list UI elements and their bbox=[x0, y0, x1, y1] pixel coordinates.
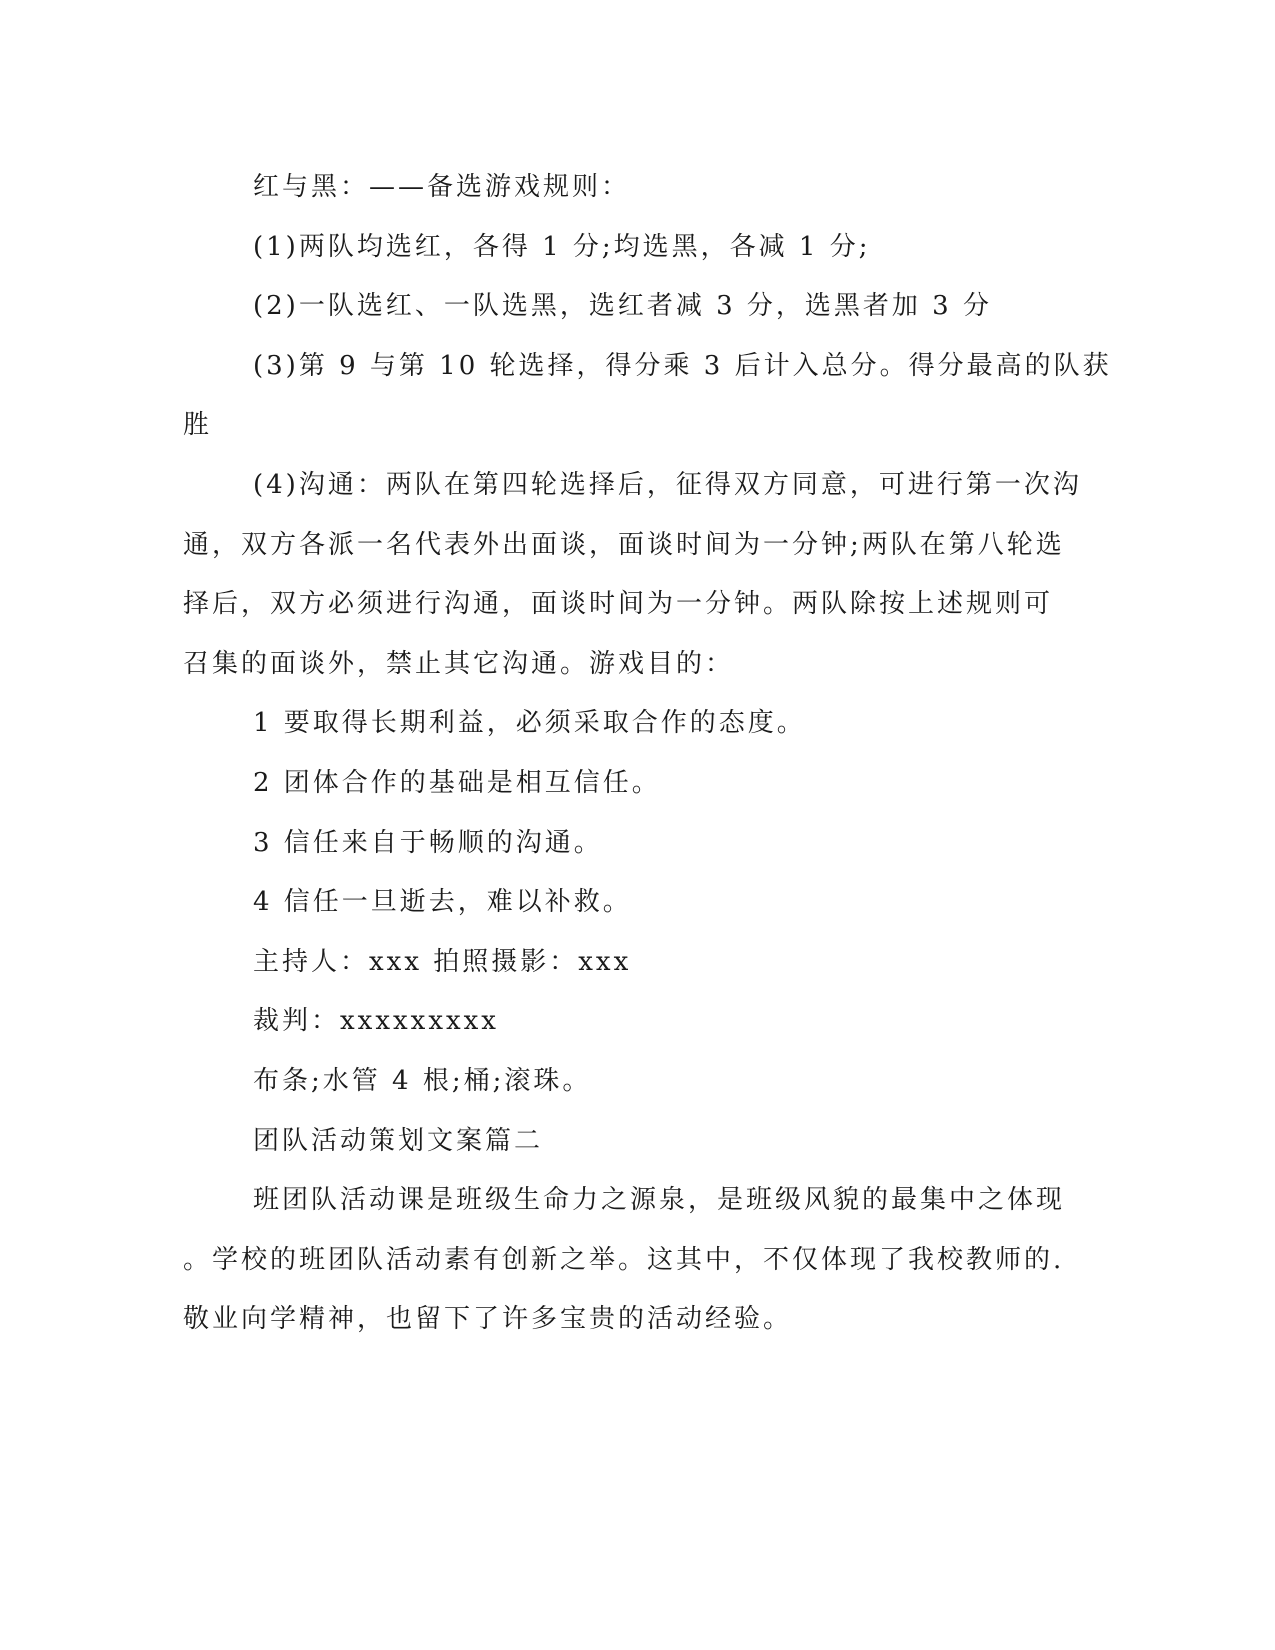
rule-3-continued: 胜 bbox=[183, 410, 213, 441]
rule-4-continued-2: 择后，双方必须进行沟通，面谈时间为一分钟。两队除按上述规则可 bbox=[183, 589, 1054, 620]
materials: 布条;水管 4 根;桶;滚珠。 bbox=[253, 1065, 592, 1096]
rules-heading: 红与黑：——备选游戏规则： bbox=[253, 172, 631, 202]
goal-1: 1 要取得长期利益，必须采取合作的态度。 bbox=[253, 708, 806, 739]
rule-2: (2)一队选红、一队选黑，选红者减 3 分，选黑者加 3 分 bbox=[253, 291, 992, 322]
goal-3: 3 信任来自于畅顺的沟通。 bbox=[253, 827, 603, 858]
host-photographer: 主持人：xxx 拍照摄影：xxx bbox=[253, 946, 632, 977]
paragraph-line-2: 。学校的班团队活动素有创新之举。这其中，不仅体现了我校教师的. bbox=[183, 1244, 1065, 1275]
section-title: 团队活动策划文案篇二 bbox=[253, 1125, 544, 1156]
rule-4-continued-3: 召集的面谈外，禁止其它沟通。游戏目的： bbox=[183, 648, 735, 679]
paragraph-line-3: 敬业向学精神，也留下了许多宝贵的活动经验。 bbox=[183, 1304, 793, 1335]
document-body bbox=[183, 158, 1112, 1350]
rule-4-continued-1: 通，双方各派一名代表外出面谈，面谈时间为一分钟;两队在第八轮选 bbox=[183, 529, 1065, 560]
goal-2: 2 团体合作的基础是相互信任。 bbox=[253, 767, 661, 798]
rule-1: (1)两队均选红，各得 1 分;均选黑，各减 1 分; bbox=[253, 231, 871, 262]
paragraph-line-1: 班团队活动课是班级生命力之源泉，是班级风貌的最集中之体现 bbox=[253, 1185, 1066, 1216]
rule-3: (3)第 9 与第 10 轮选择，得分乘 3 后计入总分。得分最高的队获 bbox=[253, 350, 1112, 381]
rule-4: (4)沟通：两队在第四轮选择后，征得双方同意，可进行第一次沟 bbox=[253, 469, 1082, 500]
referee: 裁判：xxxxxxxxx bbox=[253, 1006, 499, 1037]
goal-4: 4 信任一旦逝去，难以补救。 bbox=[253, 887, 632, 918]
